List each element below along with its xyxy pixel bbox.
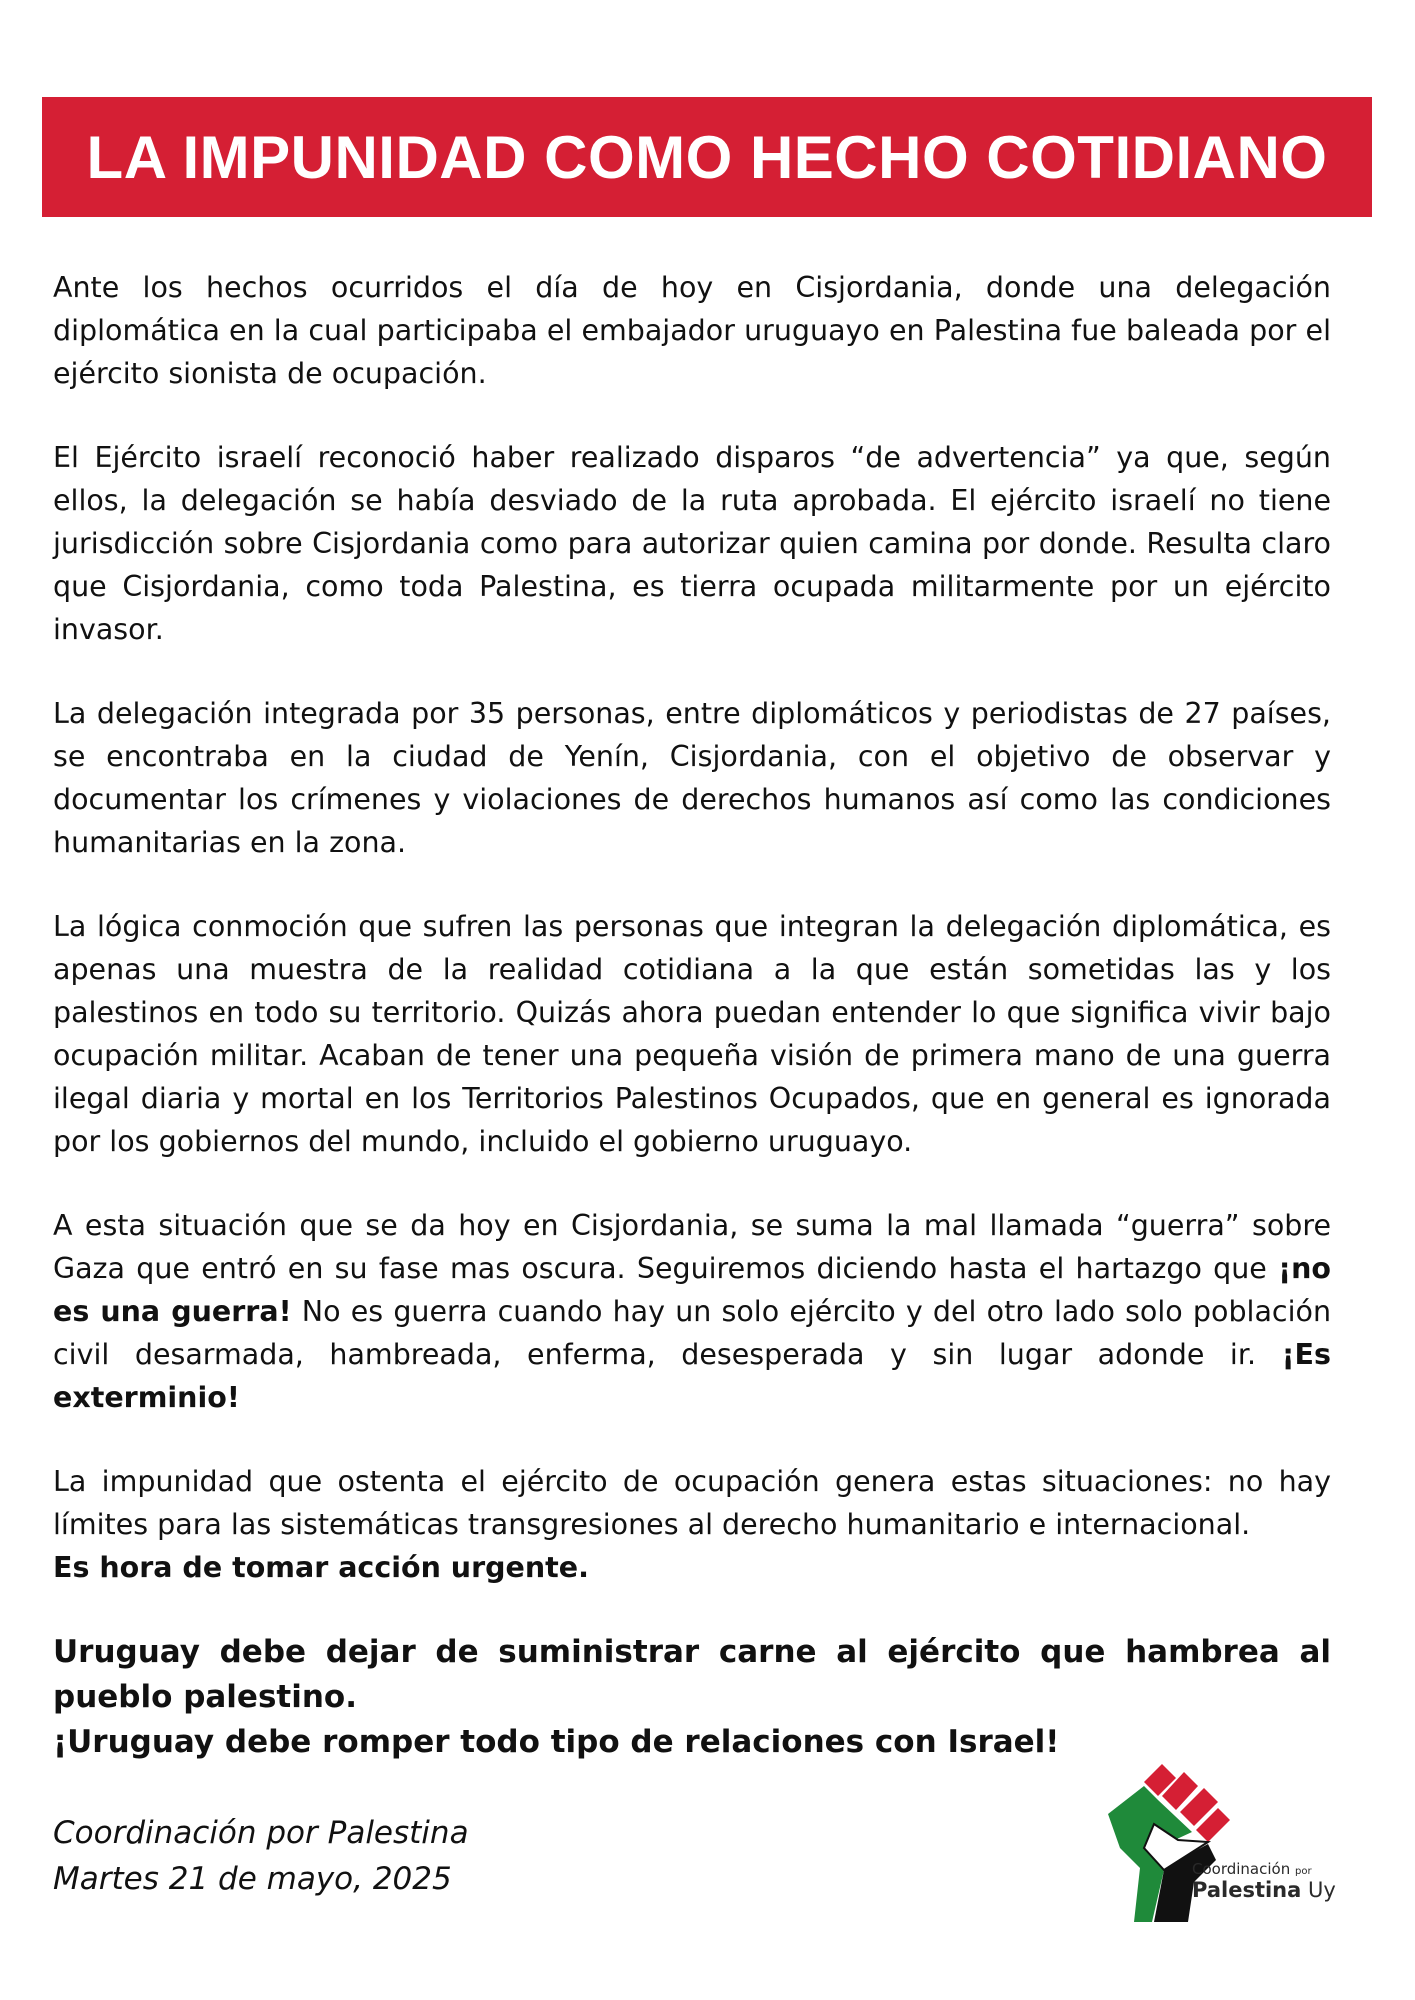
demand-2: ¡Uruguay debe romper todo tipo de relaciones con Israel! [53,1724,1060,1760]
paragraph-5-text-b: No es guerra cuando hay un solo ejército y del otro lado solo población civil desarmada, hambreada, enferma, desesperada y sin lugar adonde ir. [53,1295,1332,1371]
paragraph-4: La lógica conmoción que sufren las personas que integran la delegación diplomática, es apenas una muestra de la realidad cotidiana a la que están sometidas las y los palestinos en todo su territorio. Quizás ahora puedan entender lo que significa vivir bajo ocupación militar. Acaban de tener una pequeña visión de primera mano de una guerra ilegal diaria y mortal en los Territorios Palestinos Ocupados, que en general es ignorada por los gobiernos del mundo, incluido el gobierno uruguayo. [53,910,1331,1158]
page-title: LA IMPUNIDAD COMO HECHO COTIDIANO [86,123,1328,191]
paragraph-3: La delegación integrada por 35 personas, entre diplomáticos y periodistas de 27 países, se encontraba en la ciudad de Yenín, Cisjordania, con el objetivo de observar y documentar los crímenes y violaciones de derechos humanos así como las condiciones humanitarias en la zona. [53,697,1331,859]
demand-1: Uruguay debe dejar de suministrar carne al ejército que hambrea al pueblo palestino. [53,1634,1331,1715]
paragraph-1: Ante los hechos ocurridos el día de hoy en Cisjordania, donde una delegación diplomática en la cual participaba el embajador uruguayo en Palestina fue baleada por el ejército sionista de ocupación. [53,271,1331,390]
title-banner [42,97,1372,217]
signature-organization: Coordinación por Palestina [53,1815,469,1851]
logo-line-2 [1192,1878,1336,1902]
logo-uy: Uy [1307,1878,1336,1902]
signature [53,1810,469,1902]
paragraph-5-emphasis-a: ¡no es una guerra! [53,1252,1331,1328]
paragraph-6: La impunidad que ostenta el ejército de ocupación genera estas situaciones: no hay límites para las sistemáticas transgresiones al derecho humanitario e internacional. [53,1465,1331,1541]
call-to-action: Es hora de tomar acción urgente. [53,1551,589,1584]
statement-body [53,266,1331,1765]
logo-wordmark [1192,1860,1336,1902]
paragraph-5 [53,1204,1331,1419]
logo-line-1 [1192,1860,1336,1878]
paragraph-5-emphasis-b: ¡Es exterminio! [53,1338,1331,1414]
logo-coordinacion: Coordinación [1192,1860,1291,1878]
logo-por: por [1295,1866,1312,1877]
logo-palestina: Palestina [1192,1878,1302,1902]
paragraph-5-text-a: A esta situación que se da hoy en Cisjordania, se suma la mal llamada “guerra” sobre Gaza que entró en su fase mas oscura. Seguiremos diciendo hasta el hartazgo que [53,1209,1331,1285]
signature-date: Martes 21 de mayo, 2025 [53,1861,452,1897]
paragraph-2: El Ejército israelí reconoció haber realizado disparos “de advertencia” ya que, según ellos, la delegación se había desviado de la ruta aprobada. El ejército israelí no tiene jurisdicción sobre Cisjordania como para autorizar quien camina por donde. Resulta claro que Cisjordania, como toda Palestina, es tierra ocupada militarmente por un ejército invasor. [53,441,1331,646]
